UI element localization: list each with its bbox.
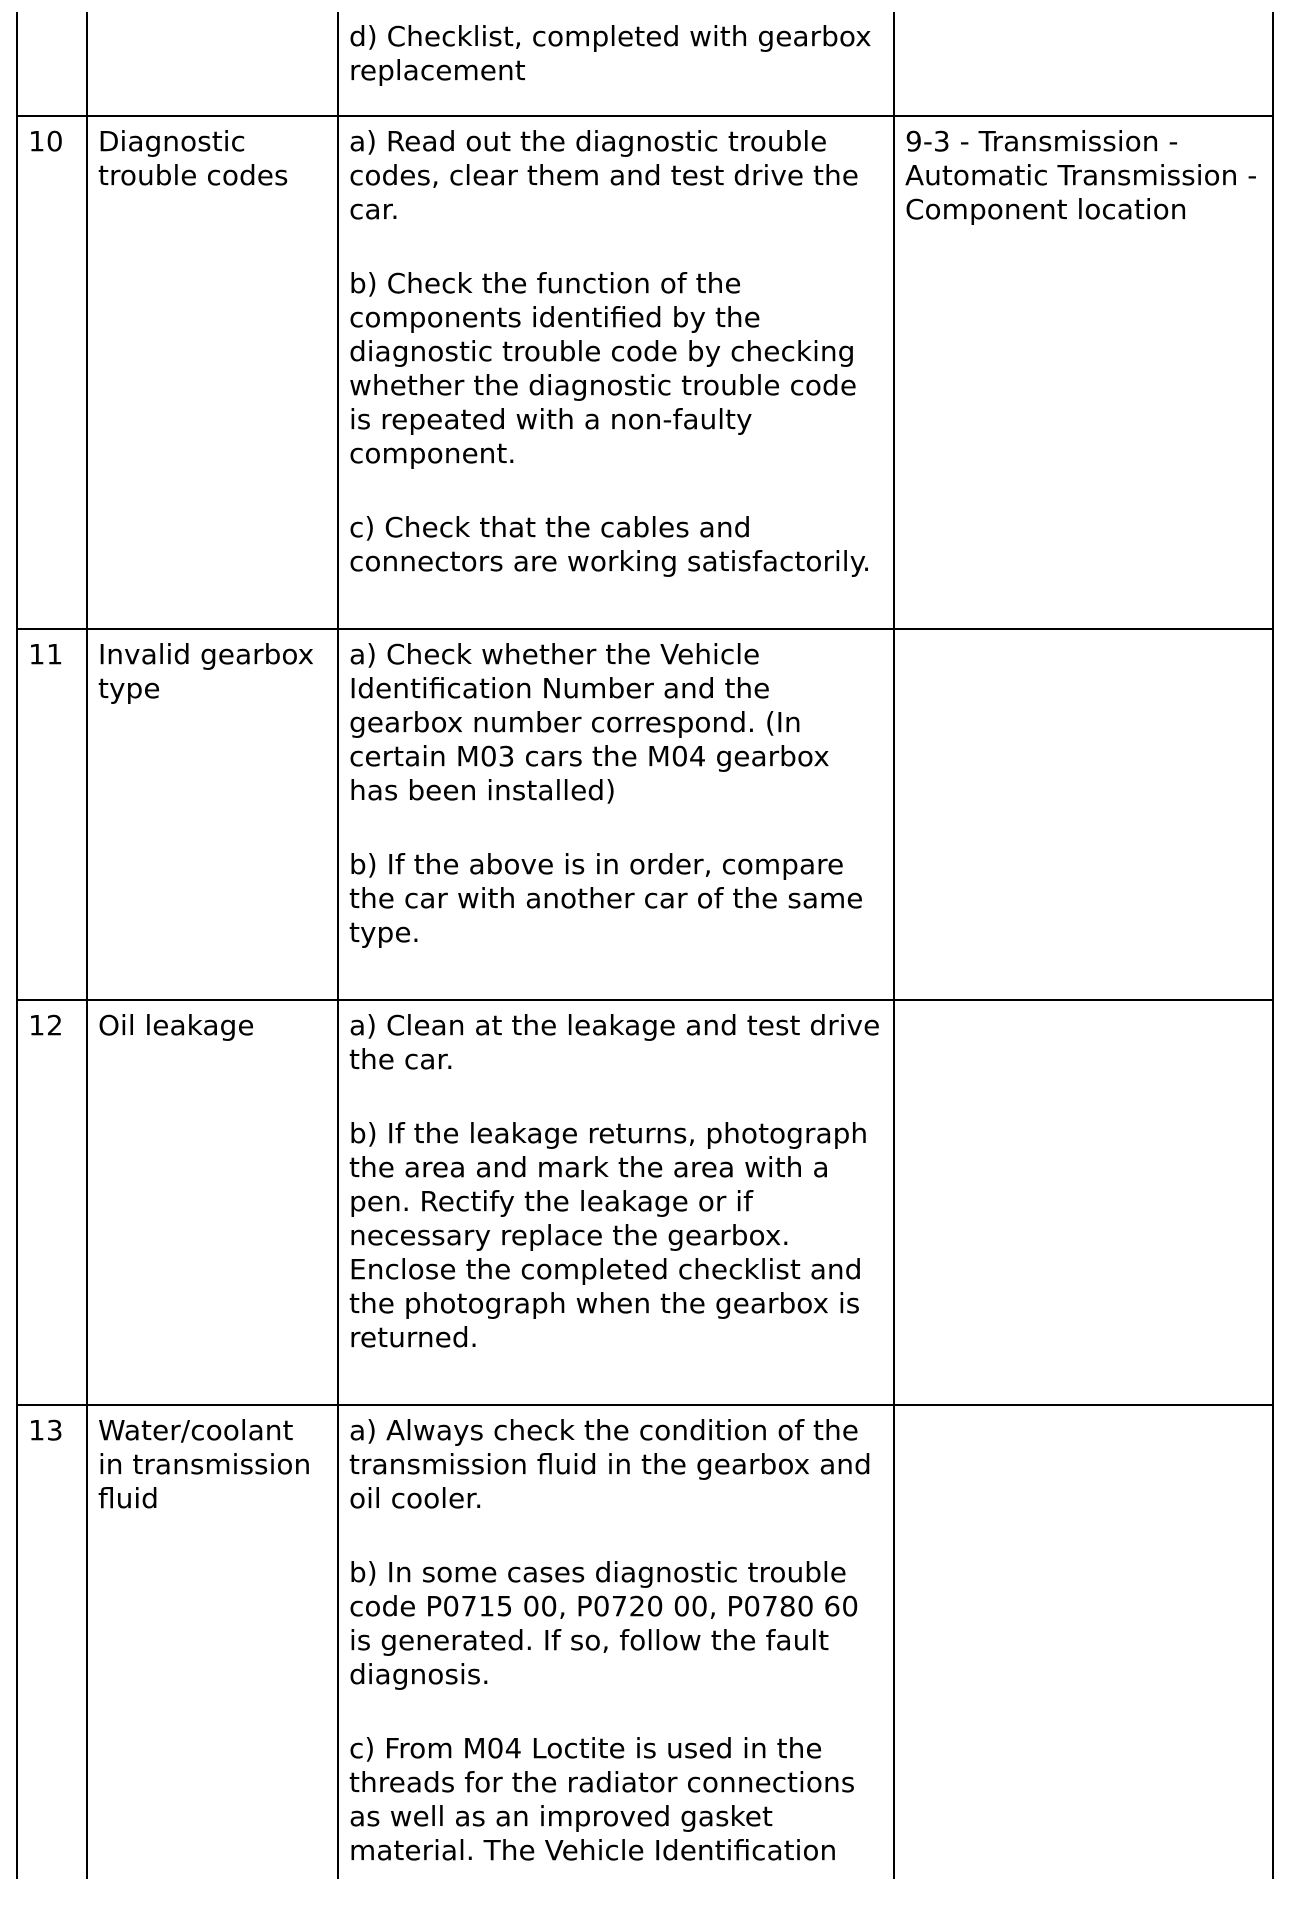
action-paragraph: a) Read out the diagnostic trouble codes, clear them and test drive the car. [349,125,859,226]
row-number-cell: 10 [17,116,87,629]
action-paragraph: a) Always check the condition of the transmission fluid in the gearbox and oil cooler. [349,1414,872,1515]
table-row [17,1000,1273,1405]
fault-cell: Diagnostic trouble codes [87,116,338,629]
row-number-cell: 13 [17,1405,87,1879]
action-paragraph: b) If the above is in order, compare the car with another car of the same type. [349,848,864,949]
row-number-cell [17,12,87,116]
reference-cell [894,12,1273,116]
row-number-cell: 11 [17,629,87,1000]
action-cell [338,629,894,1000]
reference-cell [894,629,1273,1000]
action-paragraph: a) Clean at the leakage and test drive the car. [349,1009,881,1076]
table-row [17,629,1273,1000]
action-paragraph: c) From M04 Loctite is used in the threads for the radiator connections as well as an improved gasket material. The Vehicle Identification [349,1732,856,1867]
fault-cell [87,12,338,116]
action-paragraph: c) Check that the cables and connectors are working satisfactorily. [349,511,872,578]
action-paragraph: d) Checklist, completed with gearbox replacement [349,20,872,87]
action-cell [338,12,894,116]
troubleshooting-table [16,12,1274,1879]
table-row [17,1405,1273,1879]
row-number-cell: 12 [17,1000,87,1405]
fault-cell: Oil leakage [87,1000,338,1405]
fault-cell: Invalid gearbox type [87,629,338,1000]
action-paragraph: b) Check the function of the components identified by the diagnostic trouble code by checking whether the diagnostic trouble code is repeated with a non-faulty component. [349,267,858,470]
action-cell [338,1405,894,1879]
action-paragraph: b) If the leakage returns, photograph the area and mark the area with a pen. Rectify the leakage or if necessary replace the gearbox. Enclose the completed checklist and the photograph when the gearbox is returned. [349,1117,869,1354]
reference-cell [894,1405,1273,1879]
table-row [17,116,1273,629]
action-cell [338,1000,894,1405]
action-paragraph: b) In some cases diagnostic trouble code P0715 00, P0720 00, P0780 60 is generated. If so, follow the fault diagnosis. [349,1556,860,1691]
action-cell [338,116,894,629]
table-row [17,12,1273,116]
fault-cell: Water/coolant in transmission fluid [87,1405,338,1879]
action-paragraph: a) Check whether the Vehicle Identification Number and the gearbox number correspond. (In certain M03 cars the M04 gearbox has been installed) [349,638,830,807]
reference-link[interactable]: 9-3 - Transmission - Automatic Transmission - Component location [894,116,1273,629]
reference-cell [894,1000,1273,1405]
